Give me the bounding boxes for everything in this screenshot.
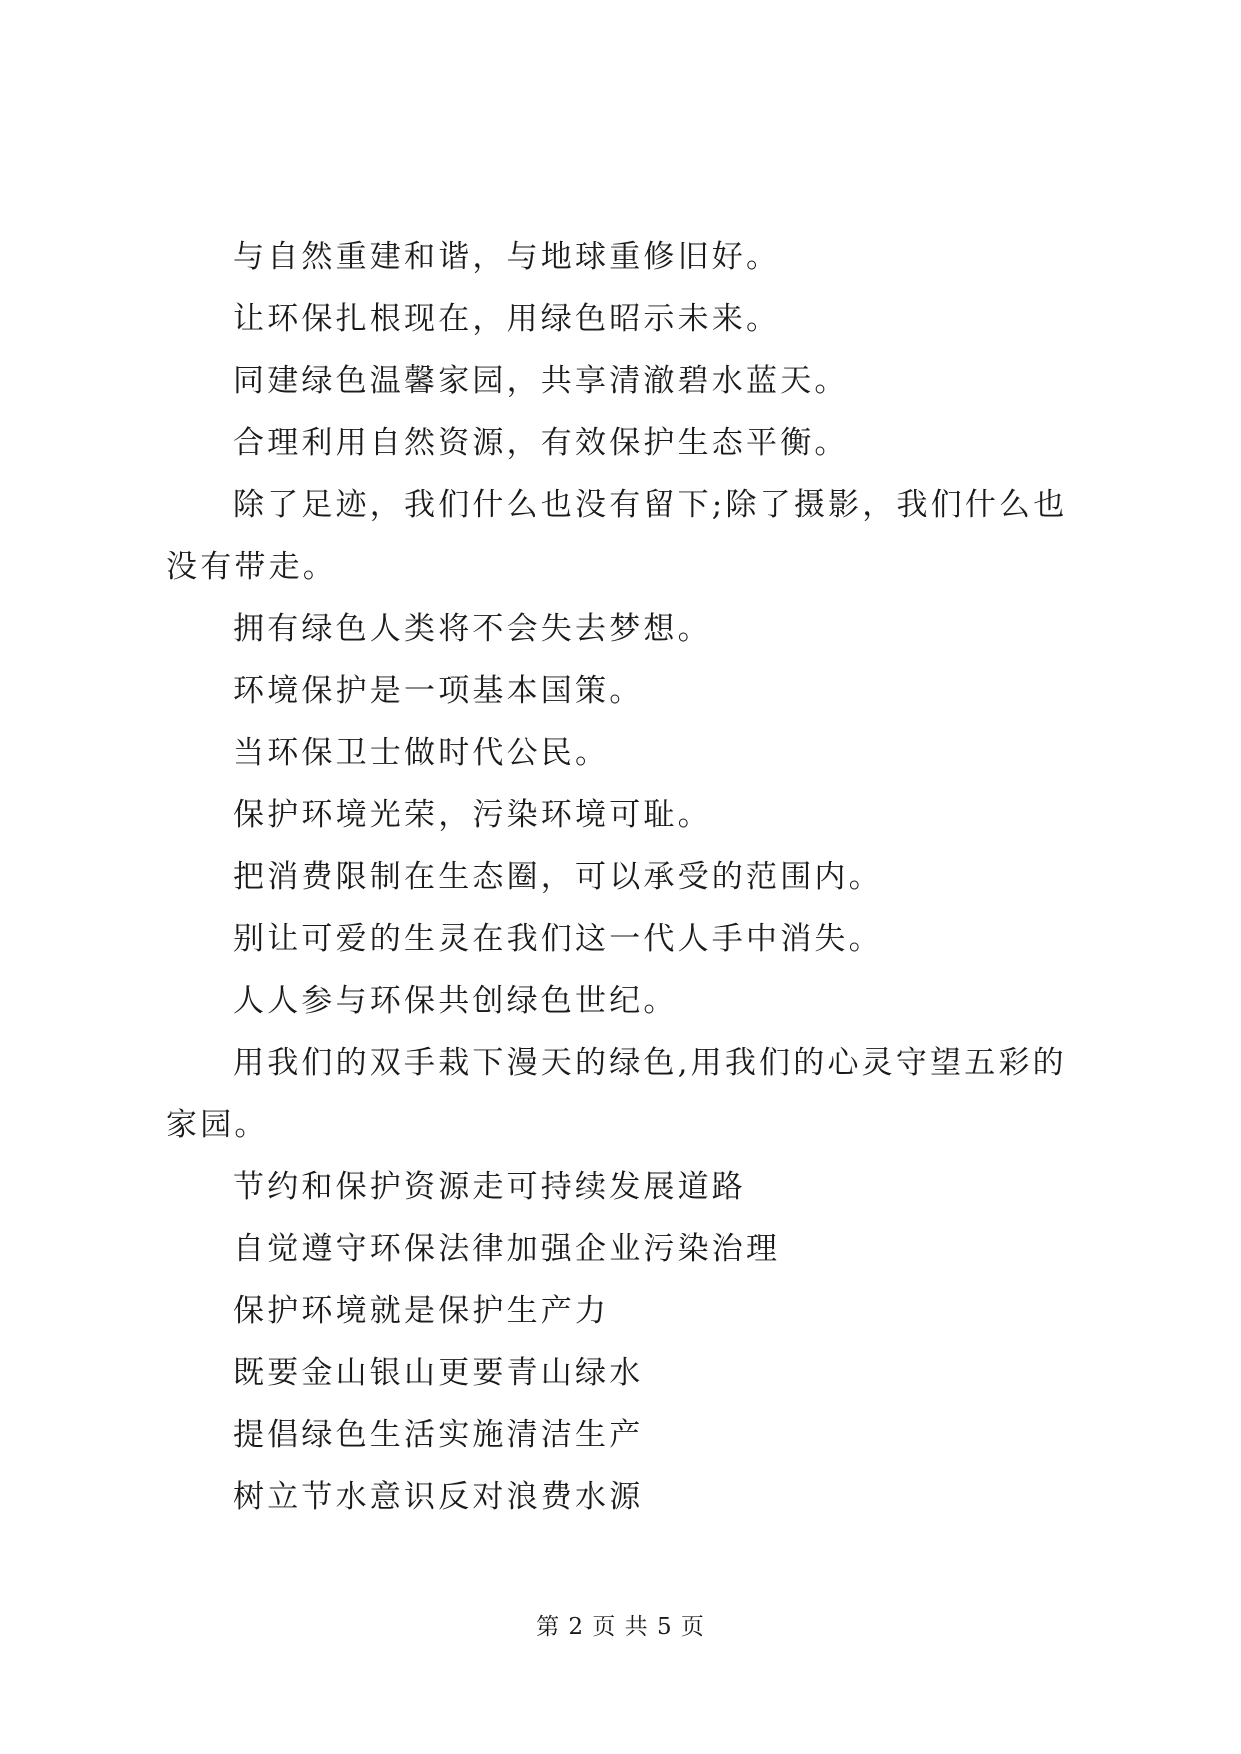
paragraph: 人人参与环保共创绿色世纪。	[233, 983, 678, 1019]
paragraph: 提倡绿色生活实施清洁生产	[233, 1417, 644, 1453]
paragraph: 与自然重建和谐，与地球重修旧好。	[233, 239, 781, 275]
paragraph: 节约和保护资源走可持续发展道路	[233, 1169, 746, 1205]
paragraph: 同建绿色温馨家园，共享清澈碧水蓝天。	[233, 363, 849, 399]
paragraph: 除了足迹，我们什么也没有留下;除了摄影，我们什么也没有带走。	[166, 487, 1068, 585]
document-body	[166, 226, 1096, 1528]
paragraph: 用我们的双手栽下漫天的绿色,用我们的心灵守望五彩的家园。	[166, 1045, 1067, 1143]
paragraph: 自觉遵守环保法律加强企业污染治理	[233, 1231, 781, 1267]
paragraph: 别让可爱的生灵在我们这一代人手中消失。	[233, 921, 883, 957]
paragraph: 保护环境就是保护生产力	[233, 1293, 610, 1329]
paragraph: 环境保护是一项基本国策。	[233, 673, 644, 709]
paragraph: 当环保卫士做时代公民。	[233, 735, 610, 771]
paragraph: 既要金山银山更要青山绿水	[233, 1355, 644, 1391]
paragraph: 树立节水意识反对浪费水源	[233, 1479, 644, 1515]
paragraph: 保护环境光荣，污染环境可耻。	[233, 797, 712, 833]
paragraph: 让环保扎根现在，用绿色昭示未来。	[233, 301, 781, 337]
paragraph: 把消费限制在生态圈，可以承受的范围内。	[233, 859, 883, 895]
paragraph: 拥有绿色人类将不会失去梦想。	[233, 611, 712, 647]
paragraph: 合理利用自然资源，有效保护生态平衡。	[233, 425, 849, 461]
page-number-footer: 第 2 页 共 5 页	[536, 1614, 705, 1640]
